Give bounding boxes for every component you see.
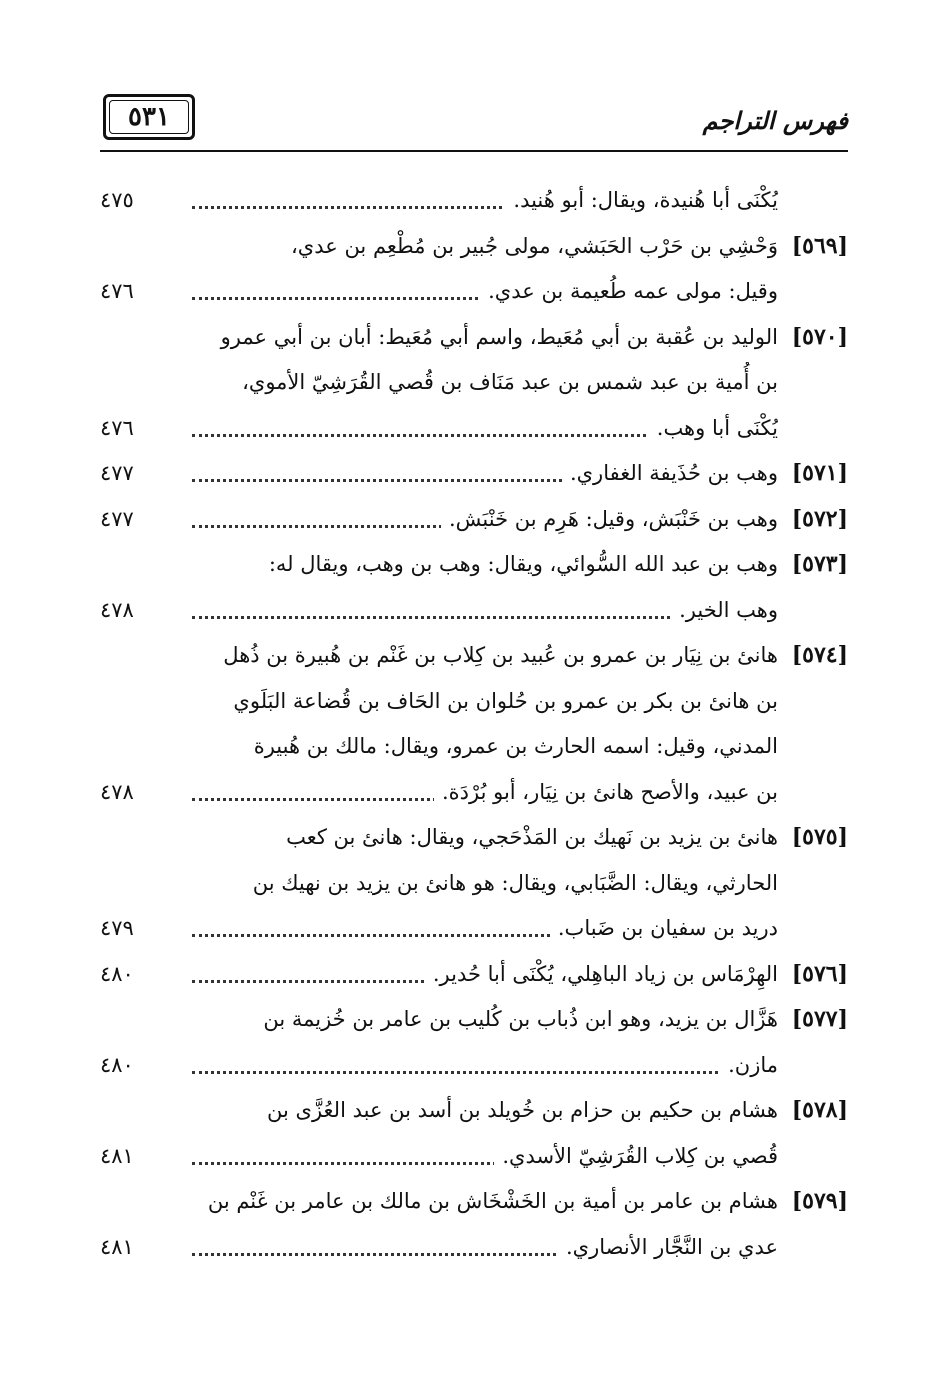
entry-text-container	[192, 1227, 778, 1267]
index-line	[100, 408, 848, 454]
entry-text: يُكْنَى أبا هُنيدة، ويقال: أبو هُنيد.	[505, 188, 778, 212]
entry-text: هانئ بن نِيَار بن عمرو بن عُبيد بن كِلاب بن غَنْم بن هُبيرة بن ذُهل	[215, 643, 778, 667]
entry-text-container	[192, 1090, 778, 1130]
index-line	[100, 226, 848, 272]
page-header	[100, 88, 848, 156]
entry-number: [٥٧٨]	[791, 1097, 848, 1123]
index-line	[100, 999, 848, 1045]
entry-text-container	[192, 817, 778, 857]
entry-text: الحارثي، ويقال: الضَّبَابي، ويقال: هو هانئ بن يزيد بن نهيك بن	[245, 871, 778, 895]
entry-page-ref: ٤٨١	[100, 1143, 134, 1168]
entry-text-container	[192, 681, 778, 721]
entry-page-ref: ٤٧٨	[100, 597, 134, 622]
page-number: ٥٣١	[128, 102, 170, 132]
entry-page-ref: ٤٧٧	[100, 461, 134, 485]
entry-number: [٥٧٦]	[791, 960, 848, 987]
entry-page-ref: ٤٧٧	[100, 506, 134, 531]
entry-text-container	[192, 772, 778, 812]
index-line	[100, 635, 848, 681]
entry-text-container	[192, 271, 778, 311]
entry-text: عدي بن النَّجَّار الأنصاري.	[558, 1235, 778, 1259]
entry-page-ref: ٤٧٦	[100, 415, 134, 440]
entry-text-container	[192, 499, 778, 539]
entry-number: [٥٧١]	[791, 460, 848, 486]
index-entries	[100, 180, 848, 1272]
entry-text-container	[192, 635, 778, 675]
index-line	[100, 317, 848, 363]
index-line	[100, 1227, 848, 1273]
entry-text: وقيل: مولى عمه طُعيمة بن عدي.	[480, 279, 778, 303]
entry-text: يُكْنَى أبا وهب.	[649, 416, 778, 440]
entry-text-container	[192, 954, 778, 994]
entry-page-ref: ٤٨١	[100, 1234, 134, 1259]
entry-text: الوليد بن عُقبة بن أبي مُعَيط، واسم أبي مُعَيط: أبان بن أبي عمرو	[213, 325, 778, 349]
page-number-box	[103, 94, 195, 140]
index-line	[100, 180, 848, 226]
index-line	[100, 1045, 848, 1091]
entry-text: هشام بن عامر بن أمية بن الخَشْخَاش بن مالك بن عامر بن غَنْم بن	[200, 1189, 778, 1213]
index-line	[100, 817, 848, 863]
entry-text-container	[192, 999, 778, 1039]
entry-text-container	[192, 453, 778, 493]
entry-text-container	[192, 180, 778, 220]
entry-text: هَزَّال بن يزيد، وهو ابن ذُباب بن كُليب بن عامر بن خُزيمة بن	[255, 1007, 778, 1031]
entry-text: بن هانئ بن بكر بن عمرو بن حُلوان بن الحَاف بن قُضاعة البَلَوي	[225, 689, 778, 713]
entry-page-ref: ٤٧٨	[100, 779, 134, 804]
entry-text: قُصي بن كِلاب القُرَشِيّ الأسدي.	[494, 1144, 778, 1168]
entry-page-ref: ٤٧٥	[100, 188, 134, 212]
entry-text-container	[192, 544, 778, 584]
entry-page-ref: ٤٨٠	[100, 961, 134, 986]
entry-number: [٥٧٧]	[791, 1006, 848, 1032]
entry-text: بن أُمية بن عبد شمس بن عبد مَنَاف بن قُصي القُرَشِيّ الأموي،	[234, 370, 778, 394]
entry-text: وهب بن حُذَيفة الغفاري.	[562, 461, 778, 485]
entry-text: وهب بن خَنْبَش، وقيل: هَرِم بن خَنْبَش.	[441, 507, 778, 531]
index-line	[100, 499, 848, 545]
index-line	[100, 453, 848, 499]
entry-text-container	[192, 863, 778, 903]
entry-text-container	[192, 908, 778, 948]
entry-text-container	[192, 362, 778, 402]
header-rule	[100, 150, 848, 152]
entry-text: المدني، وقيل: اسمه الحارث بن عمرو، ويقال: مالك بن هُبيرة	[246, 734, 778, 758]
index-line	[100, 681, 848, 727]
entry-text: وَحْشِي بن حَرْب الحَبَشي، مولى جُبير بن مُطْعِم بن عدي،	[283, 234, 778, 258]
index-line	[100, 726, 848, 772]
entry-text: الهِرْمَاس بن زياد الباهِلي، يُكْنَى أبا حُدير.	[425, 962, 778, 986]
entry-page-ref: ٤٨٠	[100, 1052, 134, 1077]
entry-number: [٥٧٣]	[791, 551, 848, 577]
entry-text-container	[192, 726, 778, 766]
index-line	[100, 271, 848, 317]
entry-number: [٥٧٤]	[791, 642, 848, 668]
entry-text-container	[192, 1045, 778, 1085]
index-line	[100, 362, 848, 408]
entry-text-container	[192, 317, 778, 357]
entry-text-container	[192, 1136, 778, 1176]
entry-number: [٥٧٢]	[791, 505, 848, 532]
entry-page-ref: ٤٧٩	[100, 916, 134, 940]
entry-text: وهب بن عبد الله السُّوائي، ويقال: وهب بن وهب، ويقال له:	[261, 552, 778, 576]
entry-text: مازن.	[720, 1053, 778, 1077]
entry-text-container	[192, 590, 778, 630]
index-line	[100, 1090, 848, 1136]
index-line	[100, 1181, 848, 1227]
index-line	[100, 908, 848, 954]
entry-text-container	[192, 408, 778, 448]
entry-number: [٥٧٠]	[791, 323, 848, 350]
running-title: فهرس التراجم	[702, 106, 848, 135]
entry-number: [٥٧٩]	[791, 1188, 848, 1214]
entry-number: [٥٦٩]	[791, 232, 848, 259]
entry-text: وهب الخير.	[671, 598, 778, 622]
index-line	[100, 772, 848, 818]
entry-text: دريد بن سفيان بن ضَباب.	[550, 916, 778, 940]
entry-text-container	[192, 1181, 778, 1221]
index-line	[100, 954, 848, 1000]
entry-text: هشام بن حكيم بن حزام بن خُويلد بن أسد بن عبد العُزَّى بن	[259, 1098, 778, 1122]
index-line	[100, 863, 848, 909]
entry-number: [٥٧٥]	[791, 824, 848, 850]
index-line	[100, 590, 848, 636]
entry-text: هانئ بن يزيد بن نَهيك بن المَذْحَجي، ويقال: هانئ بن كعب	[278, 825, 778, 849]
entry-page-ref: ٤٧٦	[100, 279, 134, 303]
entry-text: بن عبيد، والأصح هانئ بن نِيَار، أبو بُرْدَة.	[434, 780, 778, 804]
entry-text-container	[192, 226, 778, 266]
index-line	[100, 1136, 848, 1182]
index-line	[100, 544, 848, 590]
